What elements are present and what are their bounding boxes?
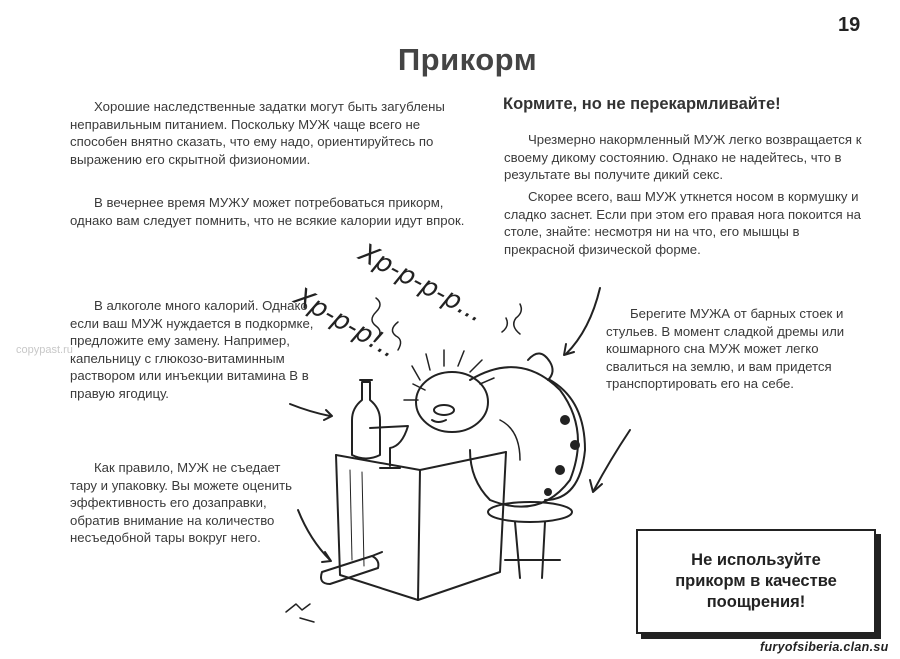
packaging-paragraph: Как правило, МУЖ не съедает тару и упаковку. Вы можете оценить эффективность его дозаправки, обратив внимание на количество несъедобной тары вокруг него.: [70, 460, 292, 546]
footer-site: furyofsiberia.clan.su: [760, 640, 889, 654]
watermark: copypast.ru: [16, 344, 73, 356]
page-number: 19: [838, 14, 861, 36]
page-title: Прикорм: [397, 42, 538, 77]
snore-text-2: Хр-р-р!..: [289, 282, 402, 365]
alcohol-paragraph: В алкоголе много калорий. Однако если ваш МУЖ нуждается в подкормке, предложите ему замену. Например, капельницу с глюкозо-витаминным раствором или инъекции витамина В в правую ягодицу.: [70, 298, 314, 401]
snore-text-1: Хр-р-р-р...: [353, 238, 489, 329]
bar-paragraph: Берегите МУЖА от барных стоек и стульев. В момент сладкой дремы или кошмарного сна МУЖ может легко свалиться на землю, и вам придется транспортировать его на себе.: [606, 306, 845, 392]
callout-line-2: прикорм в качестве: [675, 572, 837, 590]
overfed-paragraph: Чрезмерно накормленный МУЖ легко возвращается к своему дикому состоянию. Однако не надейтесь, что в результате вы получите дикий секс.: [504, 132, 862, 183]
intro-paragraph: Хорошие наследственные задатки могут быть загублены неправильным питанием. Поскольку МУЖ чаще всего не способен внятно сказать, что ему надо, ориентируйтесь по выражению его скрытной физиономии.: [70, 99, 445, 167]
callout-line-1: Не используйте: [691, 551, 821, 569]
sleep-paragraph: Скорее всего, ваш МУЖ уткнется носом в кормушку и сладко заснет. Если при этом его правая нога покоится на столе, знайте: несмотря ни на что, его мышцы в прекрасной физической форме.: [504, 189, 861, 257]
evening-paragraph: В вечернее время МУЖУ может потребоваться прикорм, однако вам следует помнить, что не всякие калории идут впрок.: [70, 195, 465, 228]
callout-line-3: поощрения!: [706, 593, 806, 611]
section-subtitle: Кормите, но не перекармливайте!: [503, 95, 781, 113]
callout-box: [636, 529, 876, 634]
